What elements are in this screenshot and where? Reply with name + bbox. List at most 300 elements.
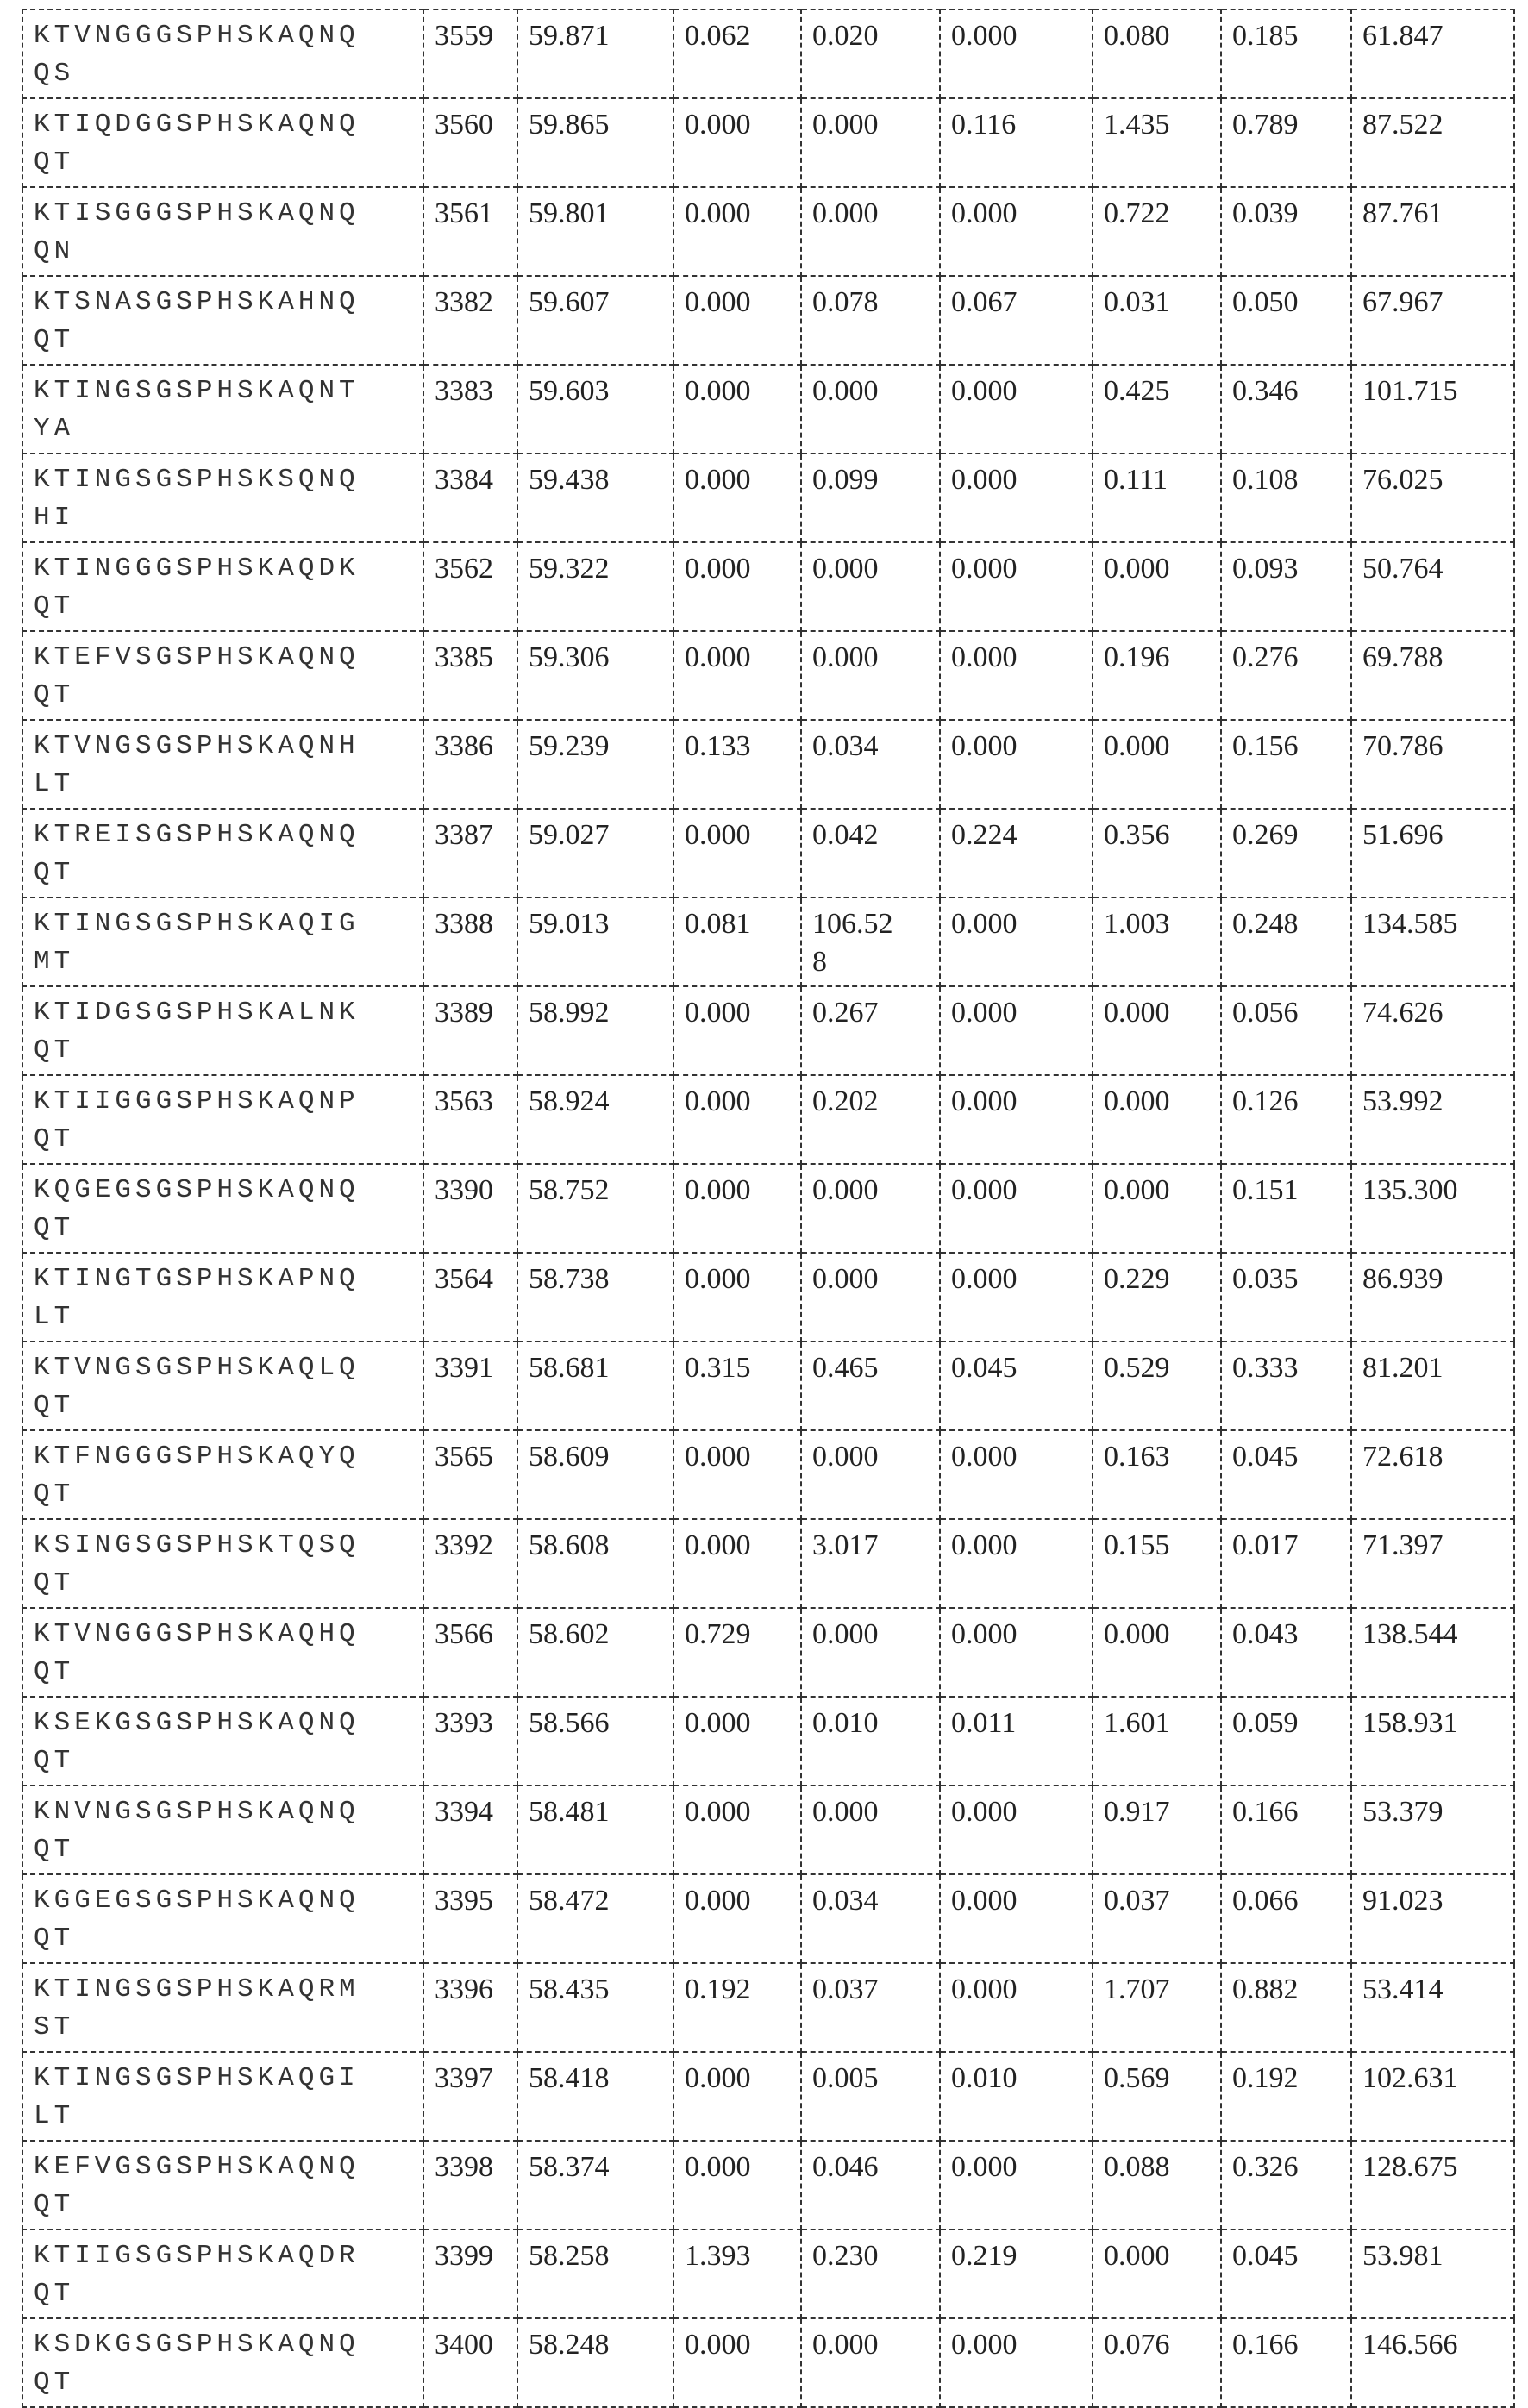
value-4-cell xyxy=(940,1519,1093,1608)
value-4-cell xyxy=(940,631,1093,720)
value-4-text: 0.000 xyxy=(951,1616,1081,1654)
value-3-text: 0.000 xyxy=(812,550,899,588)
seq-id-text: 3386 xyxy=(435,728,506,766)
value-6-cell xyxy=(1221,2230,1351,2318)
value-2-cell xyxy=(673,1075,801,1164)
sequence-cell xyxy=(22,1164,423,1253)
value-6-text: 0.045 xyxy=(1232,2237,1340,2275)
value-6-text: 0.269 xyxy=(1232,816,1340,854)
sequence-text: KTEFVSGSPHSKAQNQQT xyxy=(34,639,372,715)
value-1-text: 59.438 xyxy=(529,461,662,499)
value-3-text: 0.046 xyxy=(812,2148,899,2186)
value-4-cell xyxy=(940,2141,1093,2230)
value-1-text: 59.322 xyxy=(529,550,662,588)
table-row xyxy=(22,1786,1514,1874)
value-6-cell xyxy=(1221,2141,1351,2230)
value-3-cell xyxy=(801,1697,940,1786)
value-2-cell xyxy=(673,453,801,542)
value-3-text: 0.000 xyxy=(812,1260,899,1298)
seq-id-cell xyxy=(423,1519,517,1608)
value-5-cell xyxy=(1093,98,1221,187)
value-2-cell xyxy=(673,1253,801,1342)
value-7-text: 134.585 xyxy=(1362,905,1503,943)
value-1-cell xyxy=(517,9,673,98)
seq-id-text: 3391 xyxy=(435,1349,506,1387)
value-2-cell xyxy=(673,276,801,365)
sequence-cell xyxy=(22,898,423,986)
sequence-text: KTVNGGGSPHSKAQHQQT xyxy=(34,1616,372,1692)
value-6-cell xyxy=(1221,1697,1351,1786)
value-1-cell xyxy=(517,2318,673,2407)
value-3-text: 106.528 xyxy=(812,905,899,981)
sequence-text: KTIDGSGSPHSKALNKQT xyxy=(34,994,372,1070)
value-3-text: 0.000 xyxy=(812,639,899,677)
seq-id-text: 3395 xyxy=(435,1882,506,1920)
value-1-cell xyxy=(517,542,673,631)
value-1-cell xyxy=(517,1697,673,1786)
value-4-text: 0.010 xyxy=(951,2060,1081,2098)
value-5-cell xyxy=(1093,187,1221,276)
value-4-cell xyxy=(940,1253,1093,1342)
sequence-text: KTVNGSGSPHSKAQNHLT xyxy=(34,728,372,804)
value-5-cell xyxy=(1093,1697,1221,1786)
seq-id-cell xyxy=(423,453,517,542)
value-2-text: 0.133 xyxy=(685,728,790,766)
table-row xyxy=(22,542,1514,631)
value-4-text: 0.000 xyxy=(951,550,1081,588)
value-7-cell xyxy=(1351,809,1514,898)
value-7-text: 81.201 xyxy=(1362,1349,1503,1387)
value-5-text: 0.722 xyxy=(1104,195,1210,233)
value-7-cell xyxy=(1351,1519,1514,1608)
seq-id-cell xyxy=(423,986,517,1075)
sequence-cell xyxy=(22,1075,423,1164)
seq-id-text: 3565 xyxy=(435,1438,506,1476)
value-2-cell xyxy=(673,2318,801,2407)
value-5-text: 1.707 xyxy=(1104,1971,1210,2009)
sequence-cell xyxy=(22,2052,423,2141)
seq-id-cell xyxy=(423,1253,517,1342)
value-4-cell xyxy=(940,1075,1093,1164)
value-6-cell xyxy=(1221,1164,1351,1253)
value-7-text: 138.544 xyxy=(1362,1616,1503,1654)
value-4-cell xyxy=(940,2230,1093,2318)
value-6-cell xyxy=(1221,2052,1351,2141)
value-7-cell xyxy=(1351,898,1514,986)
sequence-cell xyxy=(22,1519,423,1608)
table-row xyxy=(22,1253,1514,1342)
sequence-cell xyxy=(22,1786,423,1874)
seq-id-cell xyxy=(423,2318,517,2407)
value-6-text: 0.156 xyxy=(1232,728,1340,766)
sequence-text: KSINGSGSPHSKTQSQQT xyxy=(34,1527,372,1603)
value-3-cell xyxy=(801,720,940,809)
sequence-text: KNVNGSGSPHSKAQNQQT xyxy=(34,1793,372,1869)
sequence-cell xyxy=(22,9,423,98)
value-2-cell xyxy=(673,2141,801,2230)
sequence-text: KQGEGSGSPHSKAQNQQT xyxy=(34,1172,372,1248)
value-1-text: 59.607 xyxy=(529,284,662,322)
seq-id-text: 3390 xyxy=(435,1172,506,1210)
value-5-text: 0.000 xyxy=(1104,1083,1210,1121)
value-3-text: 0.020 xyxy=(812,17,899,55)
value-6-text: 0.166 xyxy=(1232,1793,1340,1831)
value-1-text: 59.027 xyxy=(529,816,662,854)
seq-id-text: 3559 xyxy=(435,17,506,55)
seq-id-text: 3563 xyxy=(435,1083,506,1121)
seq-id-text: 3400 xyxy=(435,2326,506,2364)
value-1-cell xyxy=(517,453,673,542)
value-6-text: 0.017 xyxy=(1232,1527,1340,1565)
value-4-cell xyxy=(940,898,1093,986)
sequence-text: KEFVGSGSPHSKAQNQQT xyxy=(34,2148,372,2224)
value-5-text: 0.155 xyxy=(1104,1527,1210,1565)
value-7-text: 53.414 xyxy=(1362,1971,1503,2009)
value-1-cell xyxy=(517,2052,673,2141)
value-4-text: 0.000 xyxy=(951,1971,1081,2009)
value-4-cell xyxy=(940,9,1093,98)
value-7-cell xyxy=(1351,2052,1514,2141)
sequence-cell xyxy=(22,720,423,809)
sequence-text: KTINGGGSPHSKAQDKQT xyxy=(34,550,372,626)
value-6-cell xyxy=(1221,986,1351,1075)
value-6-cell xyxy=(1221,98,1351,187)
value-4-cell xyxy=(940,1164,1093,1253)
seq-id-cell xyxy=(423,2141,517,2230)
value-5-cell xyxy=(1093,2230,1221,2318)
table-body xyxy=(22,9,1514,2407)
table-row xyxy=(22,98,1514,187)
value-4-text: 0.000 xyxy=(951,994,1081,1032)
seq-id-text: 3387 xyxy=(435,816,506,854)
value-6-cell xyxy=(1221,898,1351,986)
value-4-cell xyxy=(940,1874,1093,1963)
value-6-text: 0.039 xyxy=(1232,195,1340,233)
value-3-cell xyxy=(801,1786,940,1874)
seq-id-text: 3396 xyxy=(435,1971,506,2009)
value-3-text: 0.000 xyxy=(812,106,899,144)
value-7-text: 70.786 xyxy=(1362,728,1503,766)
seq-id-text: 3392 xyxy=(435,1527,506,1565)
value-5-cell xyxy=(1093,809,1221,898)
value-5-text: 0.000 xyxy=(1104,1172,1210,1210)
value-2-cell xyxy=(673,1963,801,2052)
value-3-cell xyxy=(801,1608,940,1697)
value-2-text: 0.000 xyxy=(685,639,790,677)
value-3-cell xyxy=(801,898,940,986)
value-6-text: 0.056 xyxy=(1232,994,1340,1032)
value-4-text: 0.224 xyxy=(951,816,1081,854)
value-2-cell xyxy=(673,1608,801,1697)
value-3-cell xyxy=(801,1342,940,1430)
value-5-text: 0.088 xyxy=(1104,2148,1210,2186)
value-1-cell xyxy=(517,187,673,276)
value-2-text: 0.000 xyxy=(685,1793,790,1831)
seq-id-cell xyxy=(423,720,517,809)
value-1-text: 58.608 xyxy=(529,1527,662,1565)
value-3-text: 0.034 xyxy=(812,728,899,766)
value-7-text: 146.566 xyxy=(1362,2326,1503,2364)
value-7-text: 53.379 xyxy=(1362,1793,1503,1831)
value-1-cell xyxy=(517,2230,673,2318)
sequence-cell xyxy=(22,2230,423,2318)
value-2-text: 0.000 xyxy=(685,284,790,322)
seq-id-text: 3562 xyxy=(435,550,506,588)
value-7-cell xyxy=(1351,631,1514,720)
value-4-text: 0.000 xyxy=(951,1882,1081,1920)
value-1-cell xyxy=(517,631,673,720)
value-6-text: 0.789 xyxy=(1232,106,1340,144)
value-1-text: 58.738 xyxy=(529,1260,662,1298)
value-3-cell xyxy=(801,1519,940,1608)
table-row xyxy=(22,1608,1514,1697)
value-7-text: 87.522 xyxy=(1362,106,1503,144)
value-5-cell xyxy=(1093,276,1221,365)
value-1-cell xyxy=(517,720,673,809)
value-2-text: 0.000 xyxy=(685,461,790,499)
value-2-cell xyxy=(673,986,801,1075)
value-1-text: 59.239 xyxy=(529,728,662,766)
value-3-text: 0.010 xyxy=(812,1704,899,1742)
table-row xyxy=(22,986,1514,1075)
value-5-cell xyxy=(1093,2052,1221,2141)
sequence-text: KGGEGSGSPHSKAQNQQT xyxy=(34,1882,372,1958)
seq-id-text: 3564 xyxy=(435,1260,506,1298)
seq-id-text: 3399 xyxy=(435,2237,506,2275)
sequence-cell xyxy=(22,1342,423,1430)
table-row xyxy=(22,1519,1514,1608)
sequence-cell xyxy=(22,187,423,276)
value-1-cell xyxy=(517,1608,673,1697)
table-row xyxy=(22,809,1514,898)
value-1-text: 58.752 xyxy=(529,1172,662,1210)
value-2-text: 0.000 xyxy=(685,816,790,854)
value-4-text: 0.067 xyxy=(951,284,1081,322)
value-3-cell xyxy=(801,1253,940,1342)
value-3-cell xyxy=(801,1430,940,1519)
sequence-cell xyxy=(22,1253,423,1342)
sequence-text: KTIIGSGSPHSKAQDRQT xyxy=(34,2237,372,2313)
value-1-cell xyxy=(517,1786,673,1874)
table-row xyxy=(22,187,1514,276)
value-7-cell xyxy=(1351,1608,1514,1697)
sequence-cell xyxy=(22,631,423,720)
value-1-text: 58.481 xyxy=(529,1793,662,1831)
value-6-text: 0.126 xyxy=(1232,1083,1340,1121)
value-2-cell xyxy=(673,1342,801,1430)
sequence-cell xyxy=(22,809,423,898)
value-6-text: 0.346 xyxy=(1232,372,1340,410)
value-7-cell xyxy=(1351,187,1514,276)
value-1-text: 59.801 xyxy=(529,195,662,233)
value-5-cell xyxy=(1093,1253,1221,1342)
value-2-cell xyxy=(673,2230,801,2318)
seq-id-text: 3560 xyxy=(435,106,506,144)
value-1-text: 58.681 xyxy=(529,1349,662,1387)
value-4-text: 0.000 xyxy=(951,2148,1081,2186)
value-6-text: 0.248 xyxy=(1232,905,1340,943)
value-1-text: 58.924 xyxy=(529,1083,662,1121)
value-1-cell xyxy=(517,365,673,453)
value-2-cell xyxy=(673,898,801,986)
value-3-cell xyxy=(801,1874,940,1963)
value-3-cell xyxy=(801,542,940,631)
table-row xyxy=(22,2318,1514,2407)
value-3-cell xyxy=(801,365,940,453)
value-5-text: 0.000 xyxy=(1104,994,1210,1032)
value-5-text: 0.229 xyxy=(1104,1260,1210,1298)
sequence-cell xyxy=(22,1430,423,1519)
value-1-text: 58.248 xyxy=(529,2326,662,2364)
value-5-cell xyxy=(1093,1519,1221,1608)
value-7-text: 128.675 xyxy=(1362,2148,1503,2186)
value-5-cell xyxy=(1093,1342,1221,1430)
value-3-text: 0.230 xyxy=(812,2237,899,2275)
value-6-text: 0.882 xyxy=(1232,1971,1340,2009)
table-row xyxy=(22,1874,1514,1963)
value-2-text: 0.000 xyxy=(685,372,790,410)
value-6-text: 0.093 xyxy=(1232,550,1340,588)
value-1-text: 59.013 xyxy=(529,905,662,943)
value-7-cell xyxy=(1351,276,1514,365)
value-7-cell xyxy=(1351,1253,1514,1342)
value-5-text: 0.529 xyxy=(1104,1349,1210,1387)
value-2-text: 0.000 xyxy=(685,1704,790,1742)
value-6-text: 0.050 xyxy=(1232,284,1340,322)
value-4-cell xyxy=(940,720,1093,809)
value-4-cell xyxy=(940,187,1093,276)
value-3-cell xyxy=(801,98,940,187)
value-3-text: 0.099 xyxy=(812,461,899,499)
value-6-cell xyxy=(1221,631,1351,720)
value-6-text: 0.185 xyxy=(1232,17,1340,55)
value-4-text: 0.219 xyxy=(951,2237,1081,2275)
sequence-text: KTVNGSGSPHSKAQLQQT xyxy=(34,1349,372,1425)
seq-id-text: 3385 xyxy=(435,639,506,677)
sequence-text: KTIIGGGSPHSKAQNPQT xyxy=(34,1083,372,1159)
value-5-text: 0.917 xyxy=(1104,1793,1210,1831)
value-1-cell xyxy=(517,1253,673,1342)
value-5-cell xyxy=(1093,898,1221,986)
value-4-text: 0.000 xyxy=(951,1172,1081,1210)
value-2-cell xyxy=(673,98,801,187)
value-1-cell xyxy=(517,1963,673,2052)
value-3-cell xyxy=(801,453,940,542)
value-1-cell xyxy=(517,1342,673,1430)
value-2-cell xyxy=(673,720,801,809)
value-4-cell xyxy=(940,1342,1093,1430)
value-7-text: 74.626 xyxy=(1362,994,1503,1032)
value-7-text: 101.715 xyxy=(1362,372,1503,410)
value-5-cell xyxy=(1093,1608,1221,1697)
table-row xyxy=(22,1164,1514,1253)
value-3-cell xyxy=(801,276,940,365)
value-5-text: 0.000 xyxy=(1104,1616,1210,1654)
value-6-cell xyxy=(1221,1075,1351,1164)
value-7-text: 50.764 xyxy=(1362,550,1503,588)
value-7-cell xyxy=(1351,98,1514,187)
value-2-text: 0.000 xyxy=(685,994,790,1032)
value-1-cell xyxy=(517,809,673,898)
value-4-cell xyxy=(940,542,1093,631)
value-1-text: 58.992 xyxy=(529,994,662,1032)
sequence-text: KSEKGSGSPHSKAQNQQT xyxy=(34,1704,372,1780)
value-5-cell xyxy=(1093,9,1221,98)
value-6-text: 0.192 xyxy=(1232,2060,1340,2098)
value-7-text: 91.023 xyxy=(1362,1882,1503,1920)
value-1-cell xyxy=(517,1519,673,1608)
sequence-text: KTFNGGGSPHSKAQYQQT xyxy=(34,1438,372,1514)
table-row xyxy=(22,720,1514,809)
value-7-cell xyxy=(1351,1963,1514,2052)
value-6-text: 0.151 xyxy=(1232,1172,1340,1210)
value-6-cell xyxy=(1221,1519,1351,1608)
value-2-text: 0.000 xyxy=(685,550,790,588)
seq-id-cell xyxy=(423,1430,517,1519)
value-4-text: 0.000 xyxy=(951,728,1081,766)
value-3-cell xyxy=(801,2318,940,2407)
value-1-cell xyxy=(517,1874,673,1963)
value-5-text: 0.000 xyxy=(1104,2237,1210,2275)
value-7-cell xyxy=(1351,2230,1514,2318)
value-1-cell xyxy=(517,1164,673,1253)
value-6-cell xyxy=(1221,453,1351,542)
value-4-text: 0.000 xyxy=(951,905,1081,943)
value-2-cell xyxy=(673,1697,801,1786)
value-2-text: 0.000 xyxy=(685,1438,790,1476)
seq-id-cell xyxy=(423,2230,517,2318)
value-5-cell xyxy=(1093,2141,1221,2230)
sequence-cell xyxy=(22,365,423,453)
value-4-cell xyxy=(940,98,1093,187)
value-5-cell xyxy=(1093,542,1221,631)
value-7-text: 102.631 xyxy=(1362,2060,1503,2098)
value-4-text: 0.000 xyxy=(951,372,1081,410)
value-3-text: 0.000 xyxy=(812,1793,899,1831)
value-2-cell xyxy=(673,2052,801,2141)
value-7-text: 71.397 xyxy=(1362,1527,1503,1565)
sequence-cell xyxy=(22,1608,423,1697)
value-6-cell xyxy=(1221,365,1351,453)
value-7-cell xyxy=(1351,2318,1514,2407)
value-1-cell xyxy=(517,1075,673,1164)
value-6-cell xyxy=(1221,1874,1351,1963)
value-4-text: 0.000 xyxy=(951,2326,1081,2364)
value-3-text: 0.034 xyxy=(812,1882,899,1920)
value-7-cell xyxy=(1351,365,1514,453)
sequence-text: KTINGSGSPHSKAQIGMT xyxy=(34,905,372,981)
table-row xyxy=(22,1075,1514,1164)
value-1-text: 58.609 xyxy=(529,1438,662,1476)
value-6-text: 0.059 xyxy=(1232,1704,1340,1742)
seq-id-cell xyxy=(423,187,517,276)
sequence-cell xyxy=(22,2318,423,2407)
value-3-cell xyxy=(801,1963,940,2052)
value-6-cell xyxy=(1221,9,1351,98)
value-3-cell xyxy=(801,2052,940,2141)
value-7-text: 135.300 xyxy=(1362,1172,1503,1210)
value-1-cell xyxy=(517,1430,673,1519)
value-5-cell xyxy=(1093,1786,1221,1874)
value-2-text: 0.000 xyxy=(685,1172,790,1210)
seq-id-text: 3389 xyxy=(435,994,506,1032)
seq-id-text: 3397 xyxy=(435,2060,506,2098)
seq-id-cell xyxy=(423,98,517,187)
value-4-cell xyxy=(940,986,1093,1075)
table-row xyxy=(22,453,1514,542)
seq-id-cell xyxy=(423,1164,517,1253)
value-2-cell xyxy=(673,1519,801,1608)
